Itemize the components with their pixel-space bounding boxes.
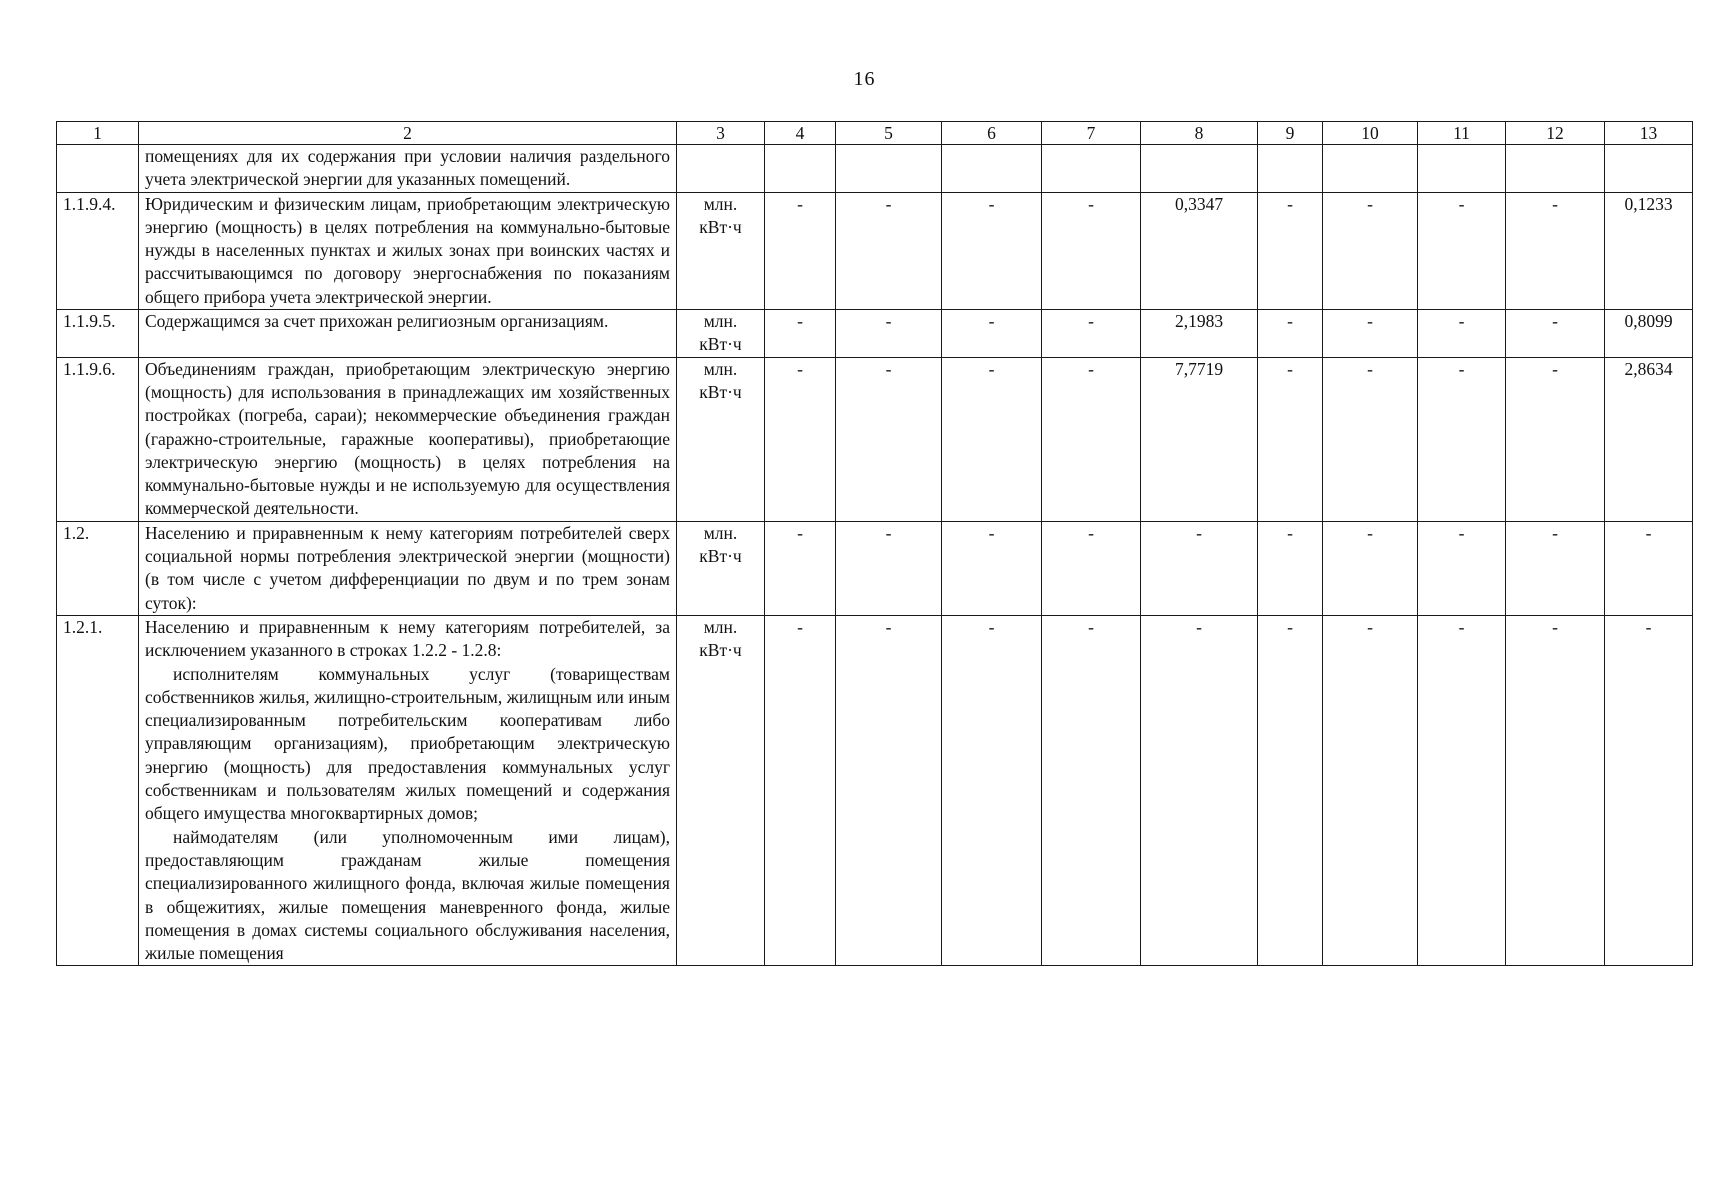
column-number: 11 <box>1418 122 1506 145</box>
row-value-col-10: - <box>1323 357 1418 521</box>
row-value-col-12: - <box>1506 615 1605 965</box>
column-number: 13 <box>1605 122 1693 145</box>
row-value-col-6: - <box>942 192 1042 309</box>
column-number: 2 <box>139 122 677 145</box>
description-paragraph: Содержащимся за счет прихожан религиозным организациям. <box>145 311 609 332</box>
row-value-col-6 <box>942 145 1042 193</box>
row-value-col-13 <box>1605 145 1693 193</box>
row-value-col-11: - <box>1418 310 1506 358</box>
row-value-col-5: - <box>836 615 942 965</box>
row-value-col-8: - <box>1141 521 1258 615</box>
row-value-col-12: - <box>1506 521 1605 615</box>
description-paragraph: Населению и приравненным к нему категориям потребителей, за исключением указанного в строках 1.2.2 - 1.2.8: <box>145 616 670 661</box>
column-number: 3 <box>677 122 765 145</box>
row-value-col-6: - <box>942 521 1042 615</box>
table-row <box>57 145 1693 193</box>
column-number: 5 <box>836 122 942 145</box>
description-paragraph: Объединениям граждан, приобретающим электрическую энергию (мощность) для использования в принадлежащих им хозяйственных постройках (погреба, сараи); некоммерческие объединения граждан (гаражно-строительные, гаражные кооперативы), приобретающие электрическую энергию (мощность) в целях потребления на коммунально-бытовые нужды и не используемую для осуществления коммерческой деятельности. <box>145 358 670 519</box>
row-value-col-7 <box>1042 145 1141 193</box>
row-value-col-9: - <box>1258 521 1323 615</box>
row-value-col-7: - <box>1042 357 1141 521</box>
row-value-col-7: - <box>1042 615 1141 965</box>
row-value-col-8: 0,3347 <box>1141 192 1258 309</box>
column-number: 12 <box>1506 122 1605 145</box>
row-value-col-13: 0,1233 <box>1605 192 1693 309</box>
row-value-col-7: - <box>1042 310 1141 358</box>
row-value-col-5: - <box>836 310 942 358</box>
description-paragraph: помещениях для их содержания при условии наличия раздельного учета электрической энергии для указанных помещений. <box>145 146 670 190</box>
table-row <box>57 521 1693 615</box>
row-value-col-7: - <box>1042 192 1141 309</box>
row-value-col-5: - <box>836 357 942 521</box>
row-value-col-6: - <box>942 310 1042 358</box>
row-value-col-4: - <box>765 521 836 615</box>
row-value-col-11: - <box>1418 357 1506 521</box>
row-value-col-6: - <box>942 357 1042 521</box>
row-code: 1.1.9.5. <box>57 310 139 358</box>
row-value-col-9: - <box>1258 310 1323 358</box>
row-value-col-12: - <box>1506 357 1605 521</box>
row-code: 1.2. <box>57 521 139 615</box>
row-value-col-9: - <box>1258 615 1323 965</box>
row-value-col-8: 2,1983 <box>1141 310 1258 358</box>
column-number: 9 <box>1258 122 1323 145</box>
row-value-col-9: - <box>1258 357 1323 521</box>
row-value-col-12: - <box>1506 192 1605 309</box>
row-value-col-12 <box>1506 145 1605 193</box>
column-number: 10 <box>1323 122 1418 145</box>
row-value-col-8 <box>1141 145 1258 193</box>
row-description <box>139 310 677 358</box>
row-value-col-4: - <box>765 192 836 309</box>
column-number-row <box>57 122 1693 145</box>
row-value-col-10: - <box>1323 615 1418 965</box>
row-value-col-11 <box>1418 145 1506 193</box>
row-value-col-5: - <box>836 192 942 309</box>
row-value-col-13: 2,8634 <box>1605 357 1693 521</box>
table-row <box>57 192 1693 309</box>
row-code <box>57 145 139 193</box>
table-row <box>57 310 1693 358</box>
row-value-col-4: - <box>765 615 836 965</box>
row-value-col-9 <box>1258 145 1323 193</box>
row-unit: млн. кВт·ч <box>677 310 765 358</box>
row-value-col-5: - <box>836 521 942 615</box>
row-value-col-4: - <box>765 357 836 521</box>
row-description <box>139 521 677 615</box>
row-description <box>139 145 677 193</box>
row-value-col-8: 7,7719 <box>1141 357 1258 521</box>
row-unit: млн. кВт·ч <box>677 615 765 965</box>
row-value-col-7: - <box>1042 521 1141 615</box>
row-value-col-12: - <box>1506 310 1605 358</box>
row-value-col-11: - <box>1418 521 1506 615</box>
column-number: 4 <box>765 122 836 145</box>
row-value-col-10: - <box>1323 310 1418 358</box>
row-value-col-10: - <box>1323 521 1418 615</box>
row-unit: млн. кВт·ч <box>677 357 765 521</box>
row-value-col-10: - <box>1323 192 1418 309</box>
row-unit: млн. кВт·ч <box>677 192 765 309</box>
description-paragraph: наймодателям (или уполномоченным ими лицам), предоставляющим гражданам жилые помещения специализированного жилищного фонда, включая жилые помещения в общежитиях, жилые помещения маневренного фонда, жилые помещения в домах системы социального обслуживания населения, жилые помещения <box>145 826 670 964</box>
data-table <box>56 121 1693 966</box>
row-description <box>139 192 677 309</box>
row-code: 1.1.9.4. <box>57 192 139 309</box>
row-value-col-6: - <box>942 615 1042 965</box>
column-number: 8 <box>1141 122 1258 145</box>
row-value-col-11: - <box>1418 192 1506 309</box>
row-value-col-4: - <box>765 310 836 358</box>
column-number: 1 <box>57 122 139 145</box>
row-value-col-4 <box>765 145 836 193</box>
description-paragraph: Юридическим и физическим лицам, приобретающим электрическую энергию (мощность) в целях потребления на коммунально-бытовые нужды в населенных пунктах и жилых зонах при воинских частях и рассчитывающимся по договору энергоснабжения по показаниям общего прибора учета электрической энергии. <box>145 193 670 307</box>
table-body <box>57 145 1693 966</box>
column-number: 7 <box>1042 122 1141 145</box>
row-code: 1.2.1. <box>57 615 139 965</box>
page-number: 16 <box>853 68 876 90</box>
description-paragraph: исполнителям коммунальных услуг (товариществам собственников жилья, жилищно-строительным, жилищным или иным специализированным потребительским кооперативам либо управляющим организациям), приобретающим электрическую энергию (мощность) для предоставления коммунальных услуг собственникам и пользователям жилых помещений и содержания общего имущества многоквартирных домов; <box>145 663 670 824</box>
row-value-col-10 <box>1323 145 1418 193</box>
row-value-col-13: - <box>1605 521 1693 615</box>
table-row <box>57 357 1693 521</box>
row-description <box>139 357 677 521</box>
table-row <box>57 615 1693 965</box>
row-value-col-5 <box>836 145 942 193</box>
row-unit: млн. кВт·ч <box>677 521 765 615</box>
row-value-col-9: - <box>1258 192 1323 309</box>
column-number: 6 <box>942 122 1042 145</box>
row-value-col-8: - <box>1141 615 1258 965</box>
row-value-col-13: - <box>1605 615 1693 965</box>
description-paragraph: Населению и приравненным к нему категориям потребителей сверх социальной нормы потребления электрической энергии (мощности) (в том числе с учетом дифференциации по двум и по трем зонам суток): <box>145 522 670 613</box>
row-code: 1.1.9.6. <box>57 357 139 521</box>
row-unit <box>677 145 765 193</box>
row-description <box>139 615 677 965</box>
row-value-col-11: - <box>1418 615 1506 965</box>
row-value-col-13: 0,8099 <box>1605 310 1693 358</box>
